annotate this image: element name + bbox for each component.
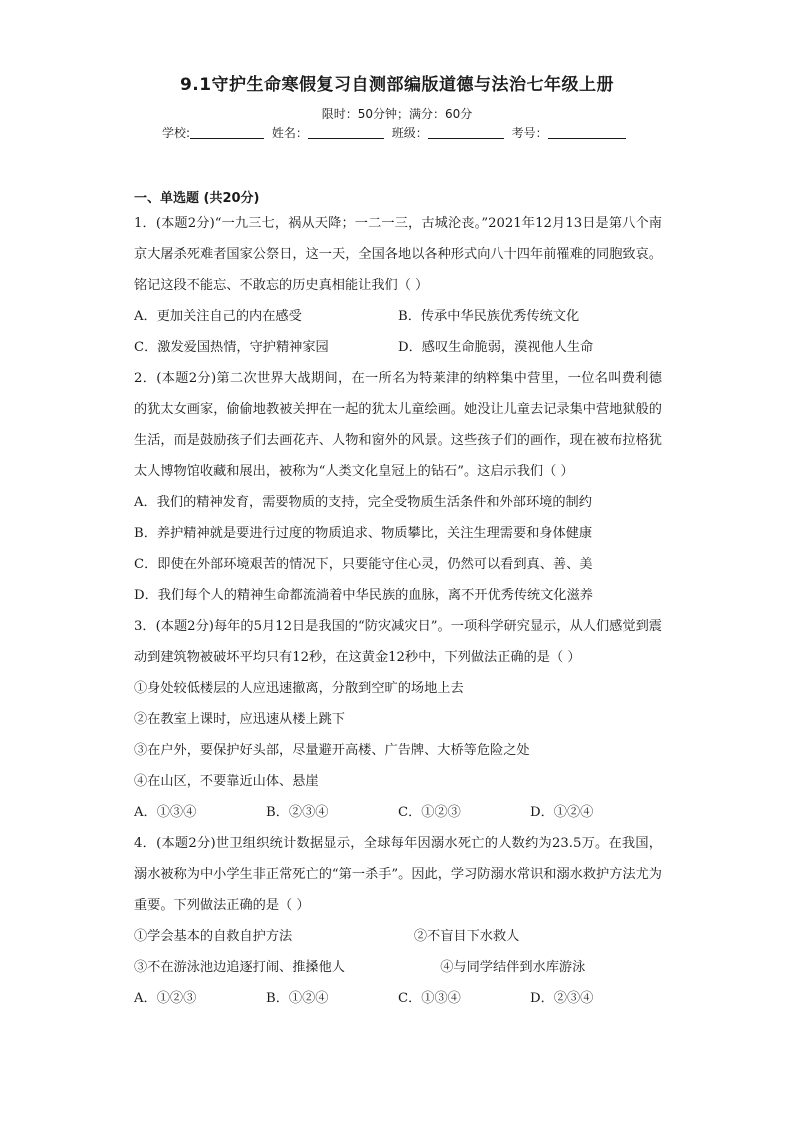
question-text: 1．(本题2分)“一九三七，祸从天降；一二一三，古城沦丧。”2021年12月13日是第八个南京大屠杀死难者国家公祭日，这一天，全国各地以各种形式向八十四年前罹难的同胞致哀。铭记这段不能忘、不敢忘的历史真相能让我们（ ）	[134, 216, 662, 293]
option-a[interactable]: A．更加关注自己的内在感受	[134, 309, 302, 324]
statement-item: ①身处较低楼层的人应迅速撤离，分散到空旷的场地上去	[134, 681, 464, 696]
statement-item: ③在户外，要保护好头部，尽量避开高楼、广告牌、大桥等危险之处	[134, 743, 530, 758]
question-4	[134, 828, 662, 1014]
questions-list	[134, 208, 662, 1014]
option-c[interactable]: C．激发爱国热情，守护精神家园	[134, 340, 329, 355]
exam-number-field[interactable]	[512, 124, 630, 141]
question-text: 2．(本题2分)第二次世界大战期间，在一所名为特莱津的纳粹集中营里，一位名叫费利德的犹太女画家，偷偷地教被关押在一起的犹太儿童绘画。她没让儿童去记录集中营地狱般的生活，而是鼓励孩子们去画花卉、人物和窗外的风景。这些孩子们的画作，现在被布拉格犹太人博物馆收藏和展出，被称为“人类文化皇冠上的钻石”。这启示我们（ ）	[134, 371, 662, 479]
option-a[interactable]: A．我们的精神发育，需要物质的支持，完全受物质生活条件和外部环境的制约	[134, 495, 592, 510]
option-b[interactable]: B．传承中华民族优秀传统文化	[398, 309, 580, 324]
section-title: 一、单选题 (共20分)	[134, 191, 260, 206]
option-b[interactable]: B．养护精神就是要进行过度的物质追求、物质攀比，关注生理需要和身体健康	[134, 526, 593, 541]
school-label: 学校:	[162, 126, 191, 140]
option-c[interactable]: C．即使在外部环境艰苦的情况下，只要能守住心灵，仍然可以看到真、善、美	[134, 557, 593, 572]
question-3	[134, 611, 662, 828]
question-text: 4．(本题2分)世卫组织统计数据显示，全球每年因溺水死亡的人数约为23.5万。在我国，溺水被称为中小学生非正常死亡的“第一杀手”。因此，学习防溺水常识和溺水救护方法尤为重要。下列做法正确的是（ ）	[134, 836, 662, 913]
school-blank	[190, 126, 264, 139]
class-label: 班级：	[391, 126, 428, 140]
page-title: 9.1守护生命寒假复习自测部编版道德与法治七年级上册	[179, 75, 615, 95]
option-b[interactable]: B．①②④	[266, 991, 329, 1006]
statement-item: ③不在游泳池边追逐打闹、推搡他人	[134, 960, 345, 975]
option-c[interactable]: C．①②③	[398, 805, 461, 820]
option-d[interactable]: D．①②④	[530, 805, 594, 820]
question-1	[134, 208, 662, 363]
option-b[interactable]: B．②③④	[266, 805, 329, 820]
name-field[interactable]	[272, 124, 388, 141]
question-2	[134, 363, 662, 611]
option-a[interactable]: A．①③④	[134, 805, 197, 820]
option-d[interactable]: D．②③④	[530, 991, 594, 1006]
exam-number-blank	[548, 126, 626, 139]
statement-item: ④在山区，不要靠近山体、悬崖	[134, 774, 319, 789]
name-label: 姓名：	[271, 126, 308, 140]
option-d[interactable]: D．感叹生命脆弱，漠视他人生命	[398, 340, 594, 355]
exam-time-score: 限时：50分钟；满分：60分	[321, 107, 473, 121]
class-field[interactable]	[392, 124, 508, 141]
statement-item: ②在教室上课时，应迅速从楼上跳下	[134, 712, 345, 727]
option-d[interactable]: D．我们每个人的精神生命都流淌着中华民族的血脉，离不开优秀传统文化滋养	[134, 588, 593, 603]
option-a[interactable]: A．①②③	[134, 991, 197, 1006]
question-text: 3．(本题2分)每年的5月12日是我国的“防灾减灾日”。一项科学研究显示，从人们感觉到震动到建筑物被破坏平均只有12秒，在这黄金12秒中，下列做法正确的是（ ）	[134, 619, 662, 665]
option-c[interactable]: C．①③④	[398, 991, 461, 1006]
statement-item: ①学会基本的自救自护方法	[134, 929, 293, 944]
student-info-row	[162, 124, 630, 141]
class-blank	[428, 126, 504, 139]
school-field[interactable]	[162, 124, 268, 141]
statement-item: ④与同学结伴到水库游泳	[440, 960, 586, 975]
statement-item: ②不盲目下水救人	[413, 929, 520, 944]
name-blank	[308, 126, 384, 139]
exam-number-label: 考号：	[511, 126, 548, 140]
